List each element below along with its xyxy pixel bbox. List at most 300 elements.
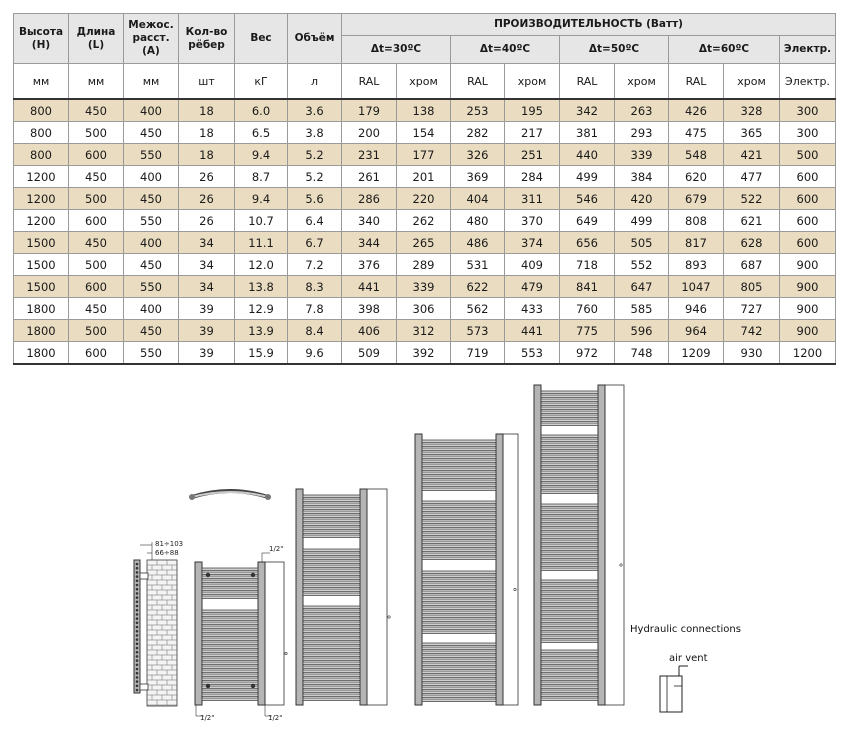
table-cell: 312 [397,320,451,342]
tube-end [136,580,139,583]
table-cell: 376 [342,254,397,276]
horizontal-tube [303,527,360,529]
brick-wall [147,560,177,706]
horizontal-tube [541,471,598,473]
table-cell: 420 [615,188,669,210]
table-cell: 5.2 [288,144,342,166]
horizontal-tube [422,659,496,661]
table-cell: 930 [724,342,780,365]
horizontal-tube [303,654,360,656]
horizontal-tube [303,638,360,640]
thread-bottom-left-label: 1/2" [200,714,215,722]
horizontal-tube [422,627,496,629]
horizontal-tube [422,517,496,519]
horizontal-tube [303,593,360,595]
horizontal-tube [303,495,360,497]
left-rail [296,489,303,705]
table-cell: 748 [615,342,669,365]
horizontal-tube [303,622,360,624]
mounting-bolt [206,573,210,577]
horizontal-tube [202,584,258,586]
horizontal-tube [303,642,360,644]
horizontal-tube [202,690,258,692]
table-cell: 628 [724,232,780,254]
tube-end [136,630,139,633]
horizontal-tube [303,626,360,628]
horizontal-tube [541,670,598,672]
horizontal-tube [303,606,360,608]
horizontal-tube [541,612,598,614]
horizontal-tube [541,654,598,656]
table-cell: 1200 [14,188,69,210]
horizontal-tube [422,611,496,613]
horizontal-tube [422,595,496,597]
table-row [14,188,836,210]
horizontal-tube [202,674,258,676]
table-cell: 39 [179,320,235,342]
table-cell: 263 [615,99,669,122]
table-row [14,342,836,365]
horizontal-tube [541,548,598,550]
horizontal-tube [422,488,496,490]
horizontal-tube [541,528,598,530]
table-cell: 585 [615,298,669,320]
tube-end [136,651,139,654]
table-cell: 5.2 [288,166,342,188]
horizontal-tube [303,694,360,696]
horizontal-tube [422,468,496,470]
horizontal-tube [541,628,598,630]
horizontal-tube [303,682,360,684]
units-row [14,64,836,100]
tube-end [136,685,139,688]
horizontal-tube [303,618,360,620]
horizontal-tube [541,666,598,668]
horizontal-tube [303,662,360,664]
horizontal-tube [422,575,496,577]
table-cell: 440 [560,144,615,166]
table-cell: 384 [615,166,669,188]
table-cell: 8.7 [235,166,288,188]
table-cell: 800 [14,99,69,122]
horizontal-tube [541,640,598,642]
horizontal-tube [202,662,258,664]
horizontal-tube [541,694,598,696]
table-cell: 600 [69,342,124,365]
tube-end [136,668,139,671]
header-dt40: Δt=40ºC [451,36,560,64]
table-cell: 3.6 [288,99,342,122]
table-cell: 26 [179,188,235,210]
horizontal-tube [541,698,598,700]
horizontal-tube [303,674,360,676]
table-cell: 893 [669,254,724,276]
horizontal-tube [422,571,496,573]
horizontal-tube [422,687,496,689]
horizontal-tube [541,411,598,413]
mounting-bolt [251,684,255,688]
table-cell: 550 [124,276,179,298]
table-cell: 841 [560,276,615,298]
table-cell: 900 [780,298,836,320]
table-cell: 550 [124,342,179,365]
table-cell: 817 [669,232,724,254]
tube-end [136,655,139,658]
table-cell: 328 [724,99,780,122]
table-row [14,210,836,232]
horizontal-tube [541,483,598,485]
table-cell: 326 [451,144,505,166]
horizontal-tube [202,642,258,644]
header-dt30: Δt=30ºC [342,36,451,64]
table-cell: 600 [69,144,124,166]
table-cell: 500 [69,320,124,342]
horizontal-tube [422,521,496,523]
horizontal-tube [422,444,496,446]
horizontal-tube [202,610,258,612]
horizontal-tube [541,459,598,461]
table-cell: 1200 [14,166,69,188]
horizontal-tube [202,592,258,594]
header-dt60: Δt=60ºC [669,36,780,64]
table-cell: 946 [669,298,724,320]
dim-66-88: 66÷88 [155,549,179,557]
table-cell: 742 [724,320,780,342]
horizontal-tube [303,690,360,692]
table-cell: 499 [615,210,669,232]
table-cell: 18 [179,122,235,144]
horizontal-tube [541,592,598,594]
table-cell: 621 [724,210,780,232]
table-row [14,276,836,298]
horizontal-tube [422,529,496,531]
horizontal-tube [422,448,496,450]
horizontal-tube [541,487,598,489]
table-cell: 972 [560,342,615,365]
horizontal-tube [422,623,496,625]
tube-end [136,613,139,616]
horizontal-tube [541,662,598,664]
horizontal-tube [202,670,258,672]
table-cell: 369 [451,166,505,188]
table-cell: 381 [560,122,615,144]
table-cell: 500 [69,188,124,210]
tube-end [136,617,139,620]
table-cell: 10.7 [235,210,288,232]
table-row [14,144,836,166]
horizontal-tube [303,535,360,537]
tube-end [136,638,139,641]
unit-cell: л [288,64,342,100]
unit-cell: хром [505,64,560,100]
table-row [14,254,836,276]
table-cell: 34 [179,254,235,276]
tube-end [136,680,139,683]
horizontal-tube [541,690,598,692]
unit-cell: RAL [451,64,505,100]
tube-end [136,571,139,574]
horizontal-tube [541,650,598,652]
table-cell: 1200 [780,342,836,365]
left-rail [534,385,541,705]
tube-end [136,575,139,578]
horizontal-tube [422,501,496,503]
horizontal-tube [303,686,360,688]
horizontal-tube [541,540,598,542]
table-cell: 26 [179,210,235,232]
horizontal-tube [541,463,598,465]
wall-outline [147,560,177,706]
table-cell: 450 [124,188,179,210]
table-cell: 300 [780,122,836,144]
horizontal-tube [202,654,258,656]
table-cell: 486 [451,232,505,254]
table-cell: 441 [342,276,397,298]
horizontal-tube [541,600,598,602]
table-cell: 450 [69,166,124,188]
unit-cell: RAL [342,64,397,100]
table-cell: 546 [560,188,615,210]
horizontal-tube [303,650,360,652]
horizontal-tube [541,439,598,441]
tube-end [136,659,139,662]
horizontal-tube [202,650,258,652]
unit-cell: мм [69,64,124,100]
table-cell: 15.9 [235,342,288,365]
header-dt50: Δt=50ºC [560,36,669,64]
horizontal-tube [422,583,496,585]
horizontal-tube [422,484,496,486]
table-row [14,166,836,188]
horizontal-tube [541,636,598,638]
radiator-1 [195,562,287,705]
table-cell: 421 [724,144,780,166]
horizontal-tube [303,553,360,555]
horizontal-tube [202,588,258,590]
air-vent-label: air vent [669,653,708,664]
horizontal-tube [422,541,496,543]
horizontal-tube [541,491,598,493]
table-cell: 289 [397,254,451,276]
table-cell: 311 [505,188,560,210]
unit-cell: хром [397,64,451,100]
horizontal-tube [541,682,598,684]
table-cell: 1200 [14,210,69,232]
horizontal-tube [303,658,360,660]
table-cell: 900 [780,320,836,342]
table-cell: 649 [560,210,615,232]
table-cell: 400 [124,298,179,320]
table-cell: 11.1 [235,232,288,254]
horizontal-tube [202,630,258,632]
tube-end [136,626,139,629]
table-cell: 9.6 [288,342,342,365]
table-cell: 656 [560,232,615,254]
tube-end [136,592,139,595]
horizontal-tube [303,519,360,521]
mounting-bolt [251,573,255,577]
horizontal-tube [541,556,598,558]
tube-end [136,584,139,587]
table-cell: 286 [342,188,397,210]
table-cell: 6.5 [235,122,288,144]
tube-end [136,596,139,599]
tube-end [136,664,139,667]
table-cell: 26 [179,166,235,188]
horizontal-tube [202,658,258,660]
horizontal-tube [541,580,598,582]
table-cell: 18 [179,144,235,166]
horizontal-tube [541,443,598,445]
horizontal-tube [422,679,496,681]
table-cell: 964 [669,320,724,342]
horizontal-tube [303,531,360,533]
table-cell: 374 [505,232,560,254]
table-cell: 500 [780,144,836,166]
horizontal-tube [303,666,360,668]
horizontal-tube [202,686,258,688]
horizontal-tube [422,599,496,601]
table-cell: 475 [669,122,724,144]
horizontal-tube [541,479,598,481]
horizontal-tube [422,651,496,653]
table-cell: 6.0 [235,99,288,122]
tube-end [136,643,139,646]
horizontal-tube [202,678,258,680]
table-cell: 8.3 [288,276,342,298]
horizontal-tube [303,614,360,616]
radiator-drawings [0,375,862,741]
table-cell: 479 [505,276,560,298]
table-cell: 1500 [14,254,69,276]
horizontal-tube [422,643,496,645]
table-cell: 450 [69,99,124,122]
table-cell: 600 [780,166,836,188]
horizontal-tube [303,630,360,632]
table-cell: 282 [451,122,505,144]
horizontal-tube [541,407,598,409]
top-view-rail [189,491,271,500]
horizontal-tube [202,638,258,640]
unit-cell: RAL [669,64,724,100]
side-marker [285,652,287,654]
horizontal-tube [202,622,258,624]
horizontal-tube [422,557,496,559]
table-cell: 284 [505,166,560,188]
horizontal-tube [303,581,360,583]
table-cell: 727 [724,298,780,320]
hydraulic-connections-label: Hydraulic connections [630,624,741,635]
table-cell: 344 [342,232,397,254]
horizontal-tube [422,655,496,657]
horizontal-tube [422,525,496,527]
side-view-wall [134,540,183,706]
table-cell: 553 [505,342,560,365]
left-rail [195,562,202,705]
horizontal-tube [541,399,598,401]
horizontal-tube [303,610,360,612]
tube-end [136,563,139,566]
horizontal-tube [202,626,258,628]
horizontal-tube [541,532,598,534]
horizontal-tube [541,588,598,590]
table-cell: 450 [124,122,179,144]
horizontal-tube [541,524,598,526]
horizontal-tube [202,666,258,668]
horizontal-tube [541,560,598,562]
table-cell: 531 [451,254,505,276]
horizontal-tube [541,508,598,510]
unit-cell: шт [179,64,235,100]
horizontal-tube [541,455,598,457]
table-cell: 339 [397,276,451,298]
right-rail [360,489,367,705]
radiator-3 [415,434,518,705]
side-marker [388,616,390,618]
horizontal-tube [422,545,496,547]
table-cell: 217 [505,122,560,144]
table-cell: 13.8 [235,276,288,298]
table-cell: 573 [451,320,505,342]
table-cell: 12.9 [235,298,288,320]
table-row [14,232,836,254]
unit-cell: хром [724,64,780,100]
horizontal-tube [422,456,496,458]
horizontal-tube [303,678,360,680]
table-cell: 365 [724,122,780,144]
horizontal-tube [202,572,258,574]
tube-end [136,634,139,637]
horizontal-tube [422,667,496,669]
table-cell: 12.0 [235,254,288,276]
horizontal-tube [422,537,496,539]
horizontal-tube [541,516,598,518]
horizontal-tube [541,435,598,437]
table-cell: 400 [124,99,179,122]
table-cell: 9.4 [235,144,288,166]
right-rail [598,385,605,705]
table-cell: 596 [615,320,669,342]
horizontal-tube [422,663,496,665]
horizontal-tube [303,523,360,525]
header-weight: Вес [235,14,288,64]
table-cell: 195 [505,99,560,122]
horizontal-tube [422,553,496,555]
horizontal-tube [422,675,496,677]
table-cell: 340 [342,210,397,232]
horizontal-tube [422,480,496,482]
horizontal-tube [202,646,258,648]
horizontal-tube [541,686,598,688]
horizontal-tube [541,674,598,676]
horizontal-tube [541,552,598,554]
horizontal-tube [422,603,496,605]
horizontal-tube [303,698,360,700]
header-performance: ПРОИЗВОДИТЕЛЬНОСТЬ (Ватт) [342,14,836,36]
table-row [14,122,836,144]
horizontal-tube [202,682,258,684]
horizontal-tube [422,699,496,701]
horizontal-tube [541,632,598,634]
header-volume: Объём [288,14,342,64]
header-axis-distance: Межос. расст. (A) [124,14,179,64]
horizontal-tube [422,631,496,633]
radiator-front-views [195,385,624,705]
tube-end [136,605,139,608]
horizontal-tube [541,395,598,397]
horizontal-tube [541,608,598,610]
unit-cell: мм [124,64,179,100]
